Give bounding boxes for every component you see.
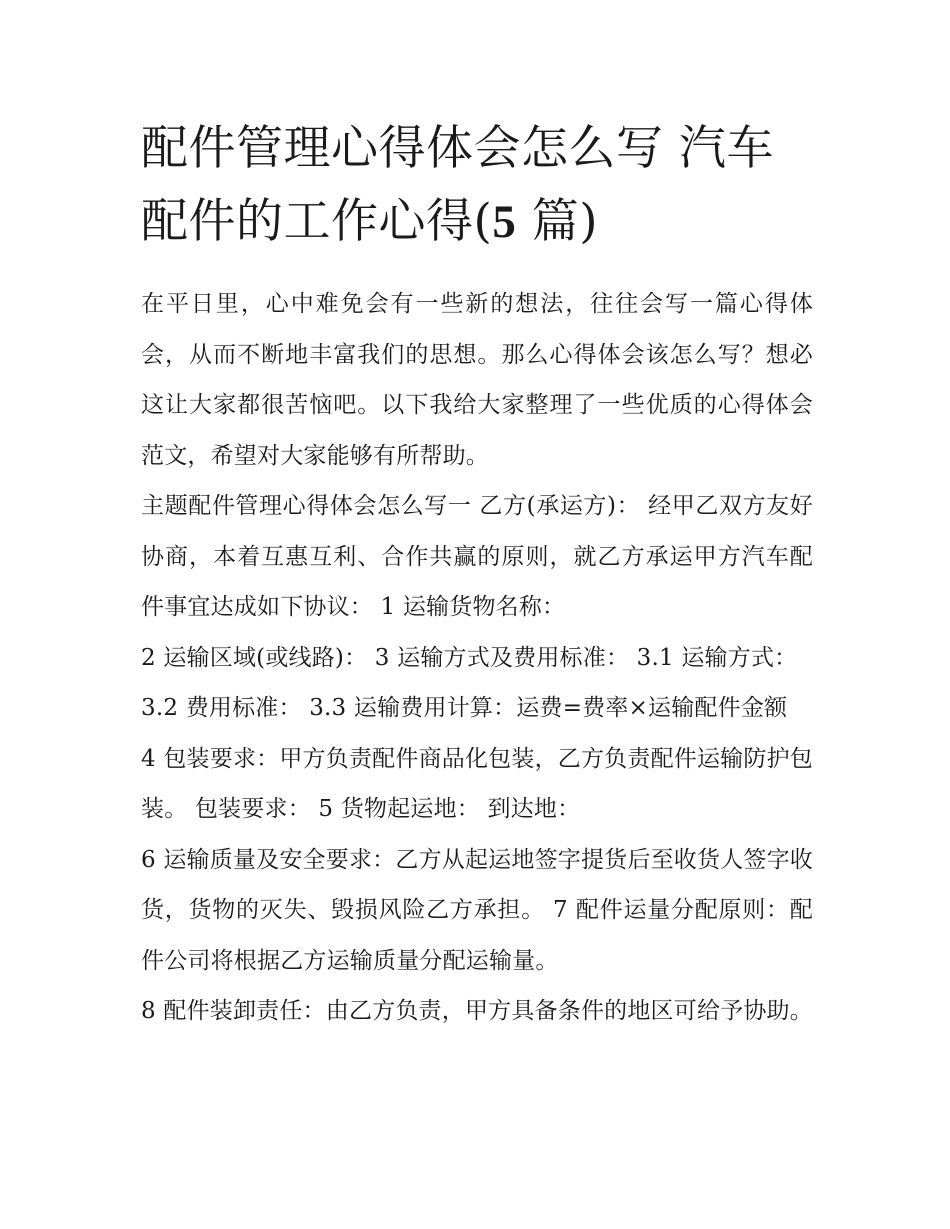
clause-3-2-paragraph: 3.2 费用标准： 3.3 运输费用计算：运费=费率×运输配件金额 (141, 695, 788, 721)
agreement-paragraph: 主题配件管理心得体会怎么写一 乙方(承运方)： 经甲乙双方友好协商，本着互惠互利、合作共赢的原则，就乙方承运甲方汽车配件事宜达成如下协议： 1 运输货物名称： (141, 493, 813, 620)
clause-8-paragraph: 8 配件装卸责任：由乙方负责，甲方具备条件的地区可给予协助。 (141, 998, 813, 1024)
document-body (141, 279, 813, 1037)
clause-6-7-paragraph: 6 运输质量及安全要求：乙方从起运地签字提货后至收货人签字收货，货物的灭失、毁损风险乙方承担。 7 配件运量分配原则：配件公司将根据乙方运输质量分配运输量。 (141, 846, 813, 974)
clause-4-5-paragraph: 4 包装要求：甲方负责配件商品化包装，乙方负责配件运输防护包装。 包装要求： 5 货物起运地： 到达地： (141, 745, 813, 822)
clause-2-3-paragraph: 2 运输区域(或线路)： 3 运输方式及费用标准： 3.1 运输方式： (141, 644, 798, 671)
title-text: 配件管理心得体会怎么写 汽车配件的工作心得( (141, 121, 774, 249)
intro-paragraph: 在平日里，心中难免会有一些新的想法，往往会写一篇心得体会，从而不断地丰富我们的思想。那么心得体会该怎么写？想必这让大家都很苦恼吧。以下我给大家整理了一些优质的心得体会范文，希望对大家能够有所帮助。 (141, 291, 813, 469)
document-title (141, 112, 813, 259)
title-number: 5 (492, 196, 517, 248)
document-page (141, 112, 813, 1037)
title-suffix: 篇) (516, 194, 599, 249)
